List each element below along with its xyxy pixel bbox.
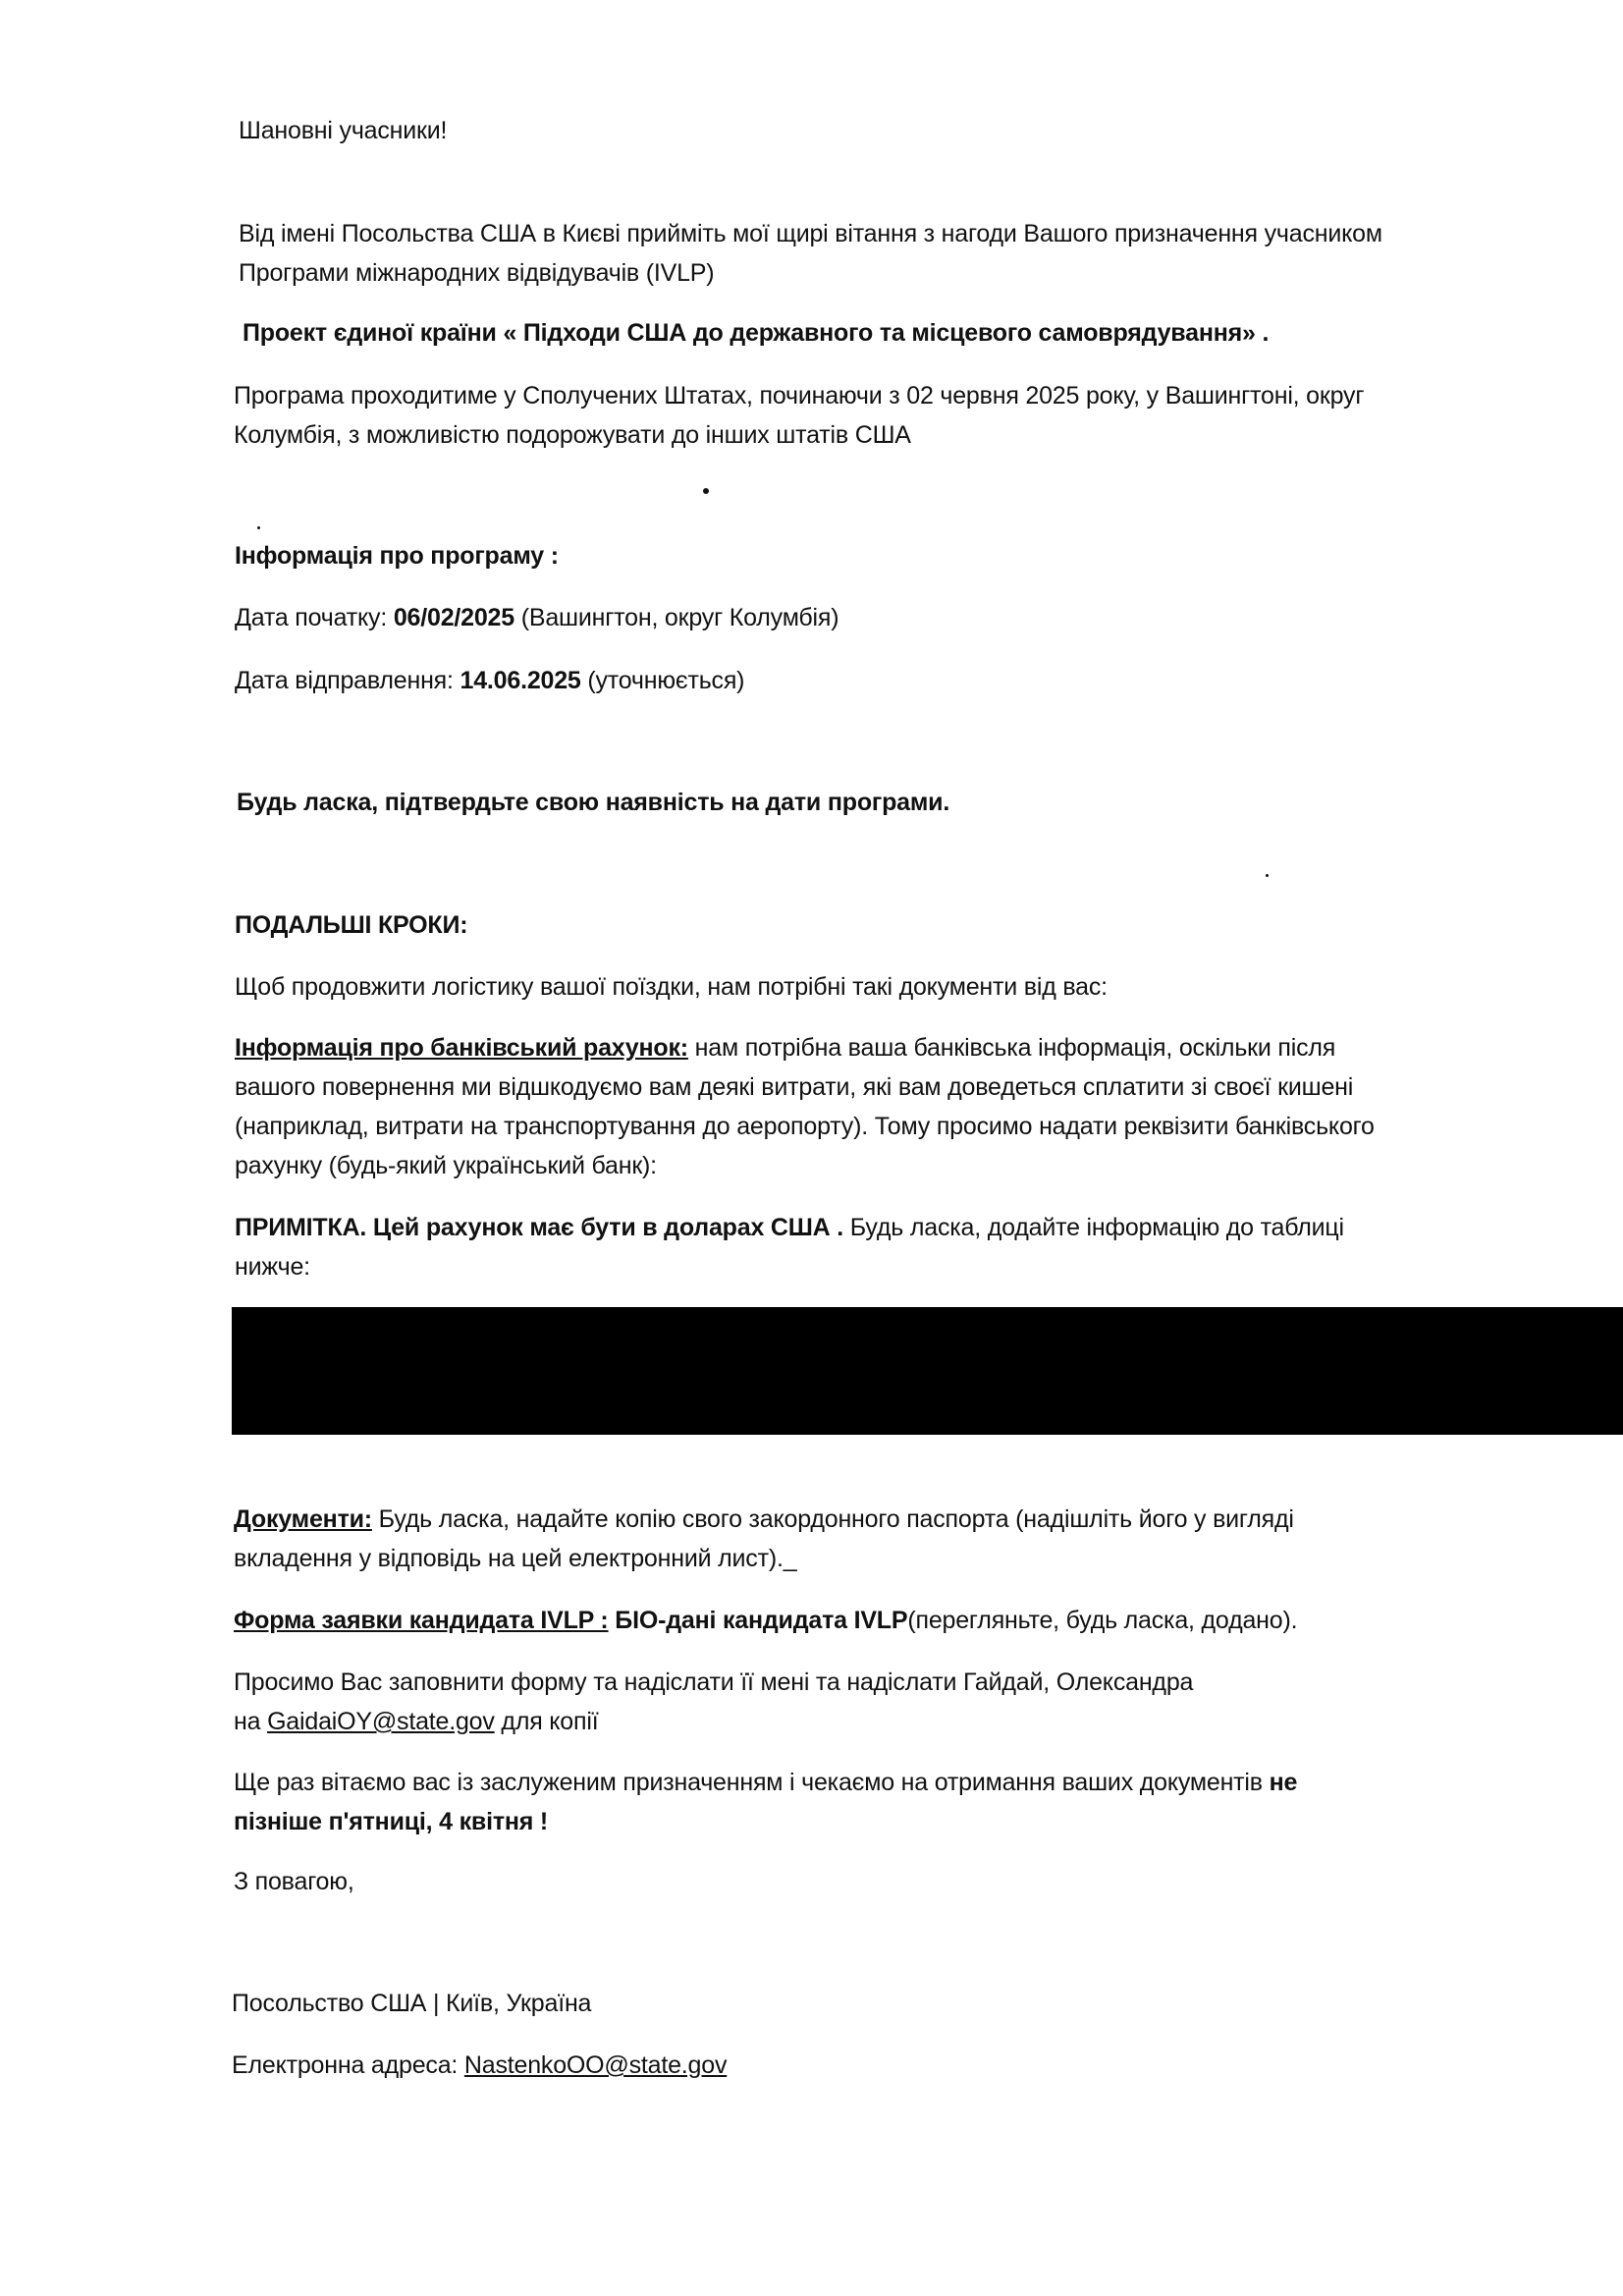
intro-paragraph — [239, 214, 1382, 293]
program-info-heading: Інформація про програму : — [235, 542, 559, 570]
signature-org: Посольство США | Київ, Україна — [232, 1990, 592, 2017]
bank-line-4: рахунку (будь-який український банк): — [235, 1152, 657, 1179]
request-paragraph — [234, 1663, 1193, 1741]
note-paragraph — [235, 1208, 1344, 1286]
request-na: на — [234, 1708, 268, 1735]
next-steps-intro: Щоб продовжити логістику вашої поїздки, нам потрібні такі документи від вас: — [235, 973, 1108, 1001]
documents-label: Документи: — [234, 1505, 372, 1533]
congrats-paragraph — [234, 1763, 1297, 1841]
departure-date-value: 14.06.2025 — [460, 667, 581, 694]
departure-date-line — [235, 661, 744, 700]
request-line-1: Просимо Вас заповнити форму та надіслати її мені та надіслати Гайдай, Олександра — [234, 1668, 1194, 1696]
gaidai-email-link[interactable]: GaidaiOY@state.gov — [267, 1708, 495, 1735]
form-line — [234, 1601, 1297, 1640]
start-date-value: 06/02/2025 — [393, 604, 514, 631]
start-place: (Вашингтон, округ Колумбія) — [514, 604, 839, 631]
program-line-1: Програма проходитиме у Сполучених Штатах, починаючи з 02 червня 2025 року, у Вашингтоні, округ — [234, 382, 1365, 410]
congrats-deadline-2: пізніше п'ятниці, 4 квітня ! — [234, 1808, 549, 1835]
regards: З повагою, — [234, 1868, 354, 1895]
bank-info-label: Інформація про банківський рахунок: — [235, 1034, 688, 1062]
note-rest: Будь ласка, додайте інформацію до таблиці — [843, 1214, 1344, 1241]
nastenko-email-link[interactable]: NastenkoOO@state.gov — [463, 2051, 728, 2079]
form-label: Форма заявки кандидата IVLP : — [234, 1607, 609, 1634]
intro-line-1: Від імені Посольства США в Києві прийміть мої щирі вітання з нагоди Вашого призначення учасником — [239, 220, 1382, 247]
bank-line-2: вашого повернення ми відшкодуємо вам деякі витрати, які вам доведеться сплатити зі своєї кишені — [235, 1073, 1354, 1101]
bank-line-3: (наприклад, витрати на транспортування до аеропорту). Тому просимо надати реквізити банківського — [235, 1113, 1375, 1140]
scan-speck — [703, 488, 709, 494]
congrats-line-1: Ще раз вітаємо вас із заслуженим призначенням і чекаємо на отримання ваших документів — [234, 1769, 1270, 1796]
bank-line-1: нам потрібна ваша банківська інформація, оскільки після — [687, 1034, 1336, 1062]
signature-email-line — [232, 2046, 727, 2085]
project-title: Проект єдиної країни « Підходи США до державного та місцевого самоврядування» . — [243, 319, 1270, 347]
next-steps-heading: ПОДАЛЬШІ КРОКИ: — [235, 911, 468, 939]
confirm-availability: Будь ласка, підтвердьте свою наявність на дати програми. — [237, 789, 950, 816]
redacted-block — [232, 1307, 1623, 1435]
form-bio-data: БІО-дані кандидата IVLP — [608, 1607, 908, 1634]
scan-speck — [257, 526, 260, 529]
request-tail: для копії — [494, 1708, 599, 1735]
note-usd: ПРИМІТКА. Цей рахунок має бути в доларах США . — [235, 1214, 844, 1241]
documents-paragraph — [234, 1500, 1294, 1578]
greeting: Шановні учасники! — [239, 117, 448, 144]
documents-line-2: вкладення у відповідь на цей електронний лист)._ — [234, 1545, 797, 1572]
start-date-label: Дата початку: — [235, 604, 394, 631]
intro-line-2: Програми міжнародних відвідувачів (IVLP) — [239, 259, 715, 287]
departure-note: (уточнюється) — [580, 667, 745, 694]
documents-line-1: Будь ласка, надайте копію свого закордонного паспорта (надішліть його у вигляді — [371, 1505, 1294, 1533]
departure-date-label: Дата відправлення: — [235, 667, 460, 694]
congrats-deadline-1: не — [1269, 1769, 1298, 1796]
signature-email-label: Електронна адреса: — [232, 2051, 464, 2079]
bank-paragraph — [235, 1028, 1375, 1185]
program-paragraph — [234, 376, 1364, 455]
scan-speck — [1266, 874, 1269, 877]
form-rest: (перегляньте, будь ласка, додано). — [907, 1607, 1298, 1634]
program-line-2: Колумбія, з можливістю подорожувати до інших штатів США — [234, 421, 911, 449]
note-line-2: нижче: — [235, 1253, 310, 1281]
start-date-line — [235, 598, 839, 637]
